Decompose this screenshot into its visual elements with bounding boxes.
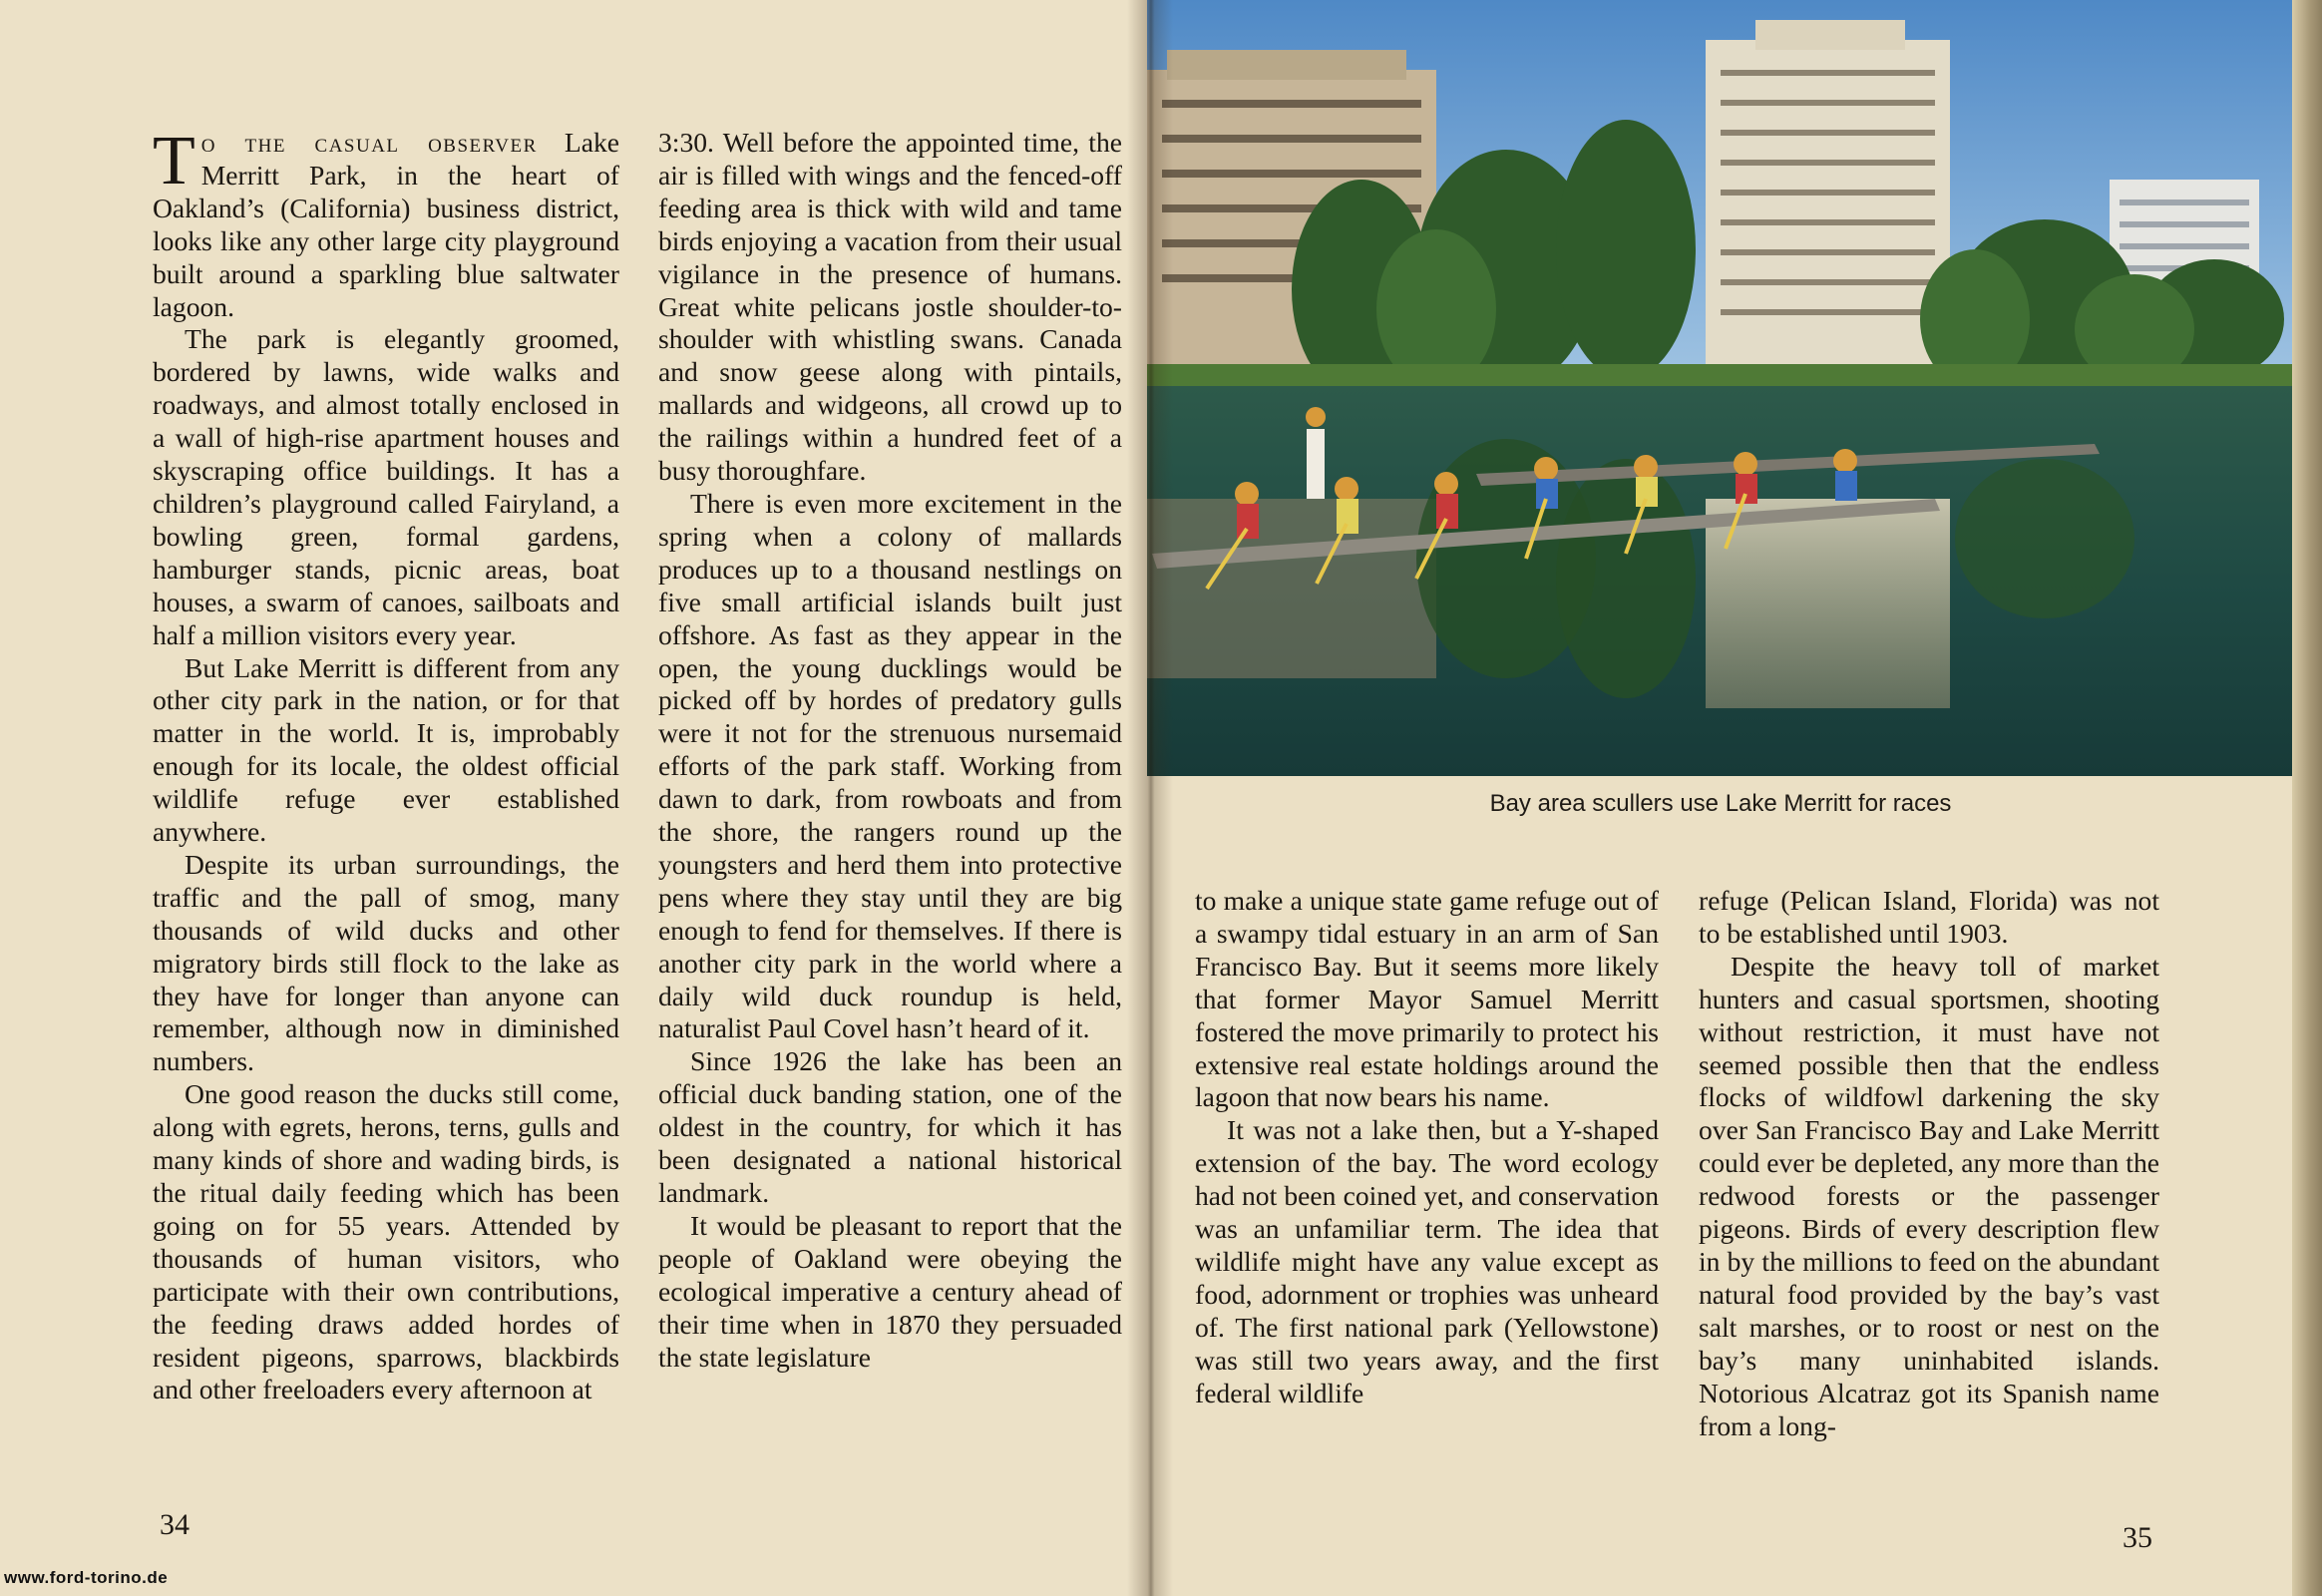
paragraph: The park is elegantly groomed, bordered by lawns, wide walks and roadways, and almost totally enclosed in a wall of high-rise apartment houses and skyscraping office buildings. It has a children’s playground called Fairyland, a bowling green, formal gardens, hamburger stands, picnic areas, boat houses, a swarm of canoes, sailboats and half a million visitors every year. (153, 323, 619, 650)
left-page (0, 0, 1147, 1596)
page-edge (2292, 0, 2322, 1596)
paragraph: Despite its urban surroundings, the traffic and the pall of smog, many thousands of wild ducks and other migratory birds still flock to the lake as they have for longer than anyone can remember, although now in diminished numbers. (153, 848, 619, 1077)
paragraph: Since 1926 the lake has been an official duck banding station, one of the oldest in the country, for which it has been designated a national historical landmark. (658, 1045, 1122, 1208)
rowing-shells-on-lake-photo (1147, 0, 2292, 776)
right-column-2 (1699, 885, 2159, 1442)
book-gutter (1127, 0, 1173, 1596)
paragraph: It was not a lake then, but a Y-shaped extension of the bay. The word ecology had not been coined yet, and conservation was an unfamiliar term. The idea that wildlife might have any value except as food, adornment or trophies was unheard of. The first national park (Yellowstone) was still two years away, and the first federal wildlife (1195, 1114, 1659, 1408)
paragraph (153, 123, 620, 323)
paragraph: to make a unique state game refuge out of a swampy tidal estuary in an arm of San Francisco Bay. But it seems more likely that former Mayor Samuel Merritt fostered the move primarily to protect his extensive real estate holdings around the lagoon that now bears his name. (1195, 885, 1659, 1113)
left-column-1 (153, 123, 620, 1406)
right-column-1 (1195, 885, 1659, 1410)
photo-caption: Bay area scullers use Lake Merritt for races (1489, 790, 1952, 817)
page-number-left: 34 (160, 1508, 190, 1541)
paragraph: 3:30. Well before the appointed time, the air is filled with wings and the fenced-off feeding area is thick with wild and tame birds enjoying a vacation from their usual vigilance in the presence of humans. Great white pelicans jostle shoulder-to-shoulder with whistling swans. Canada and snow geese along with pintails, mallards and widgeons, all crowd up to the railings within a hundred feet of a busy thoroughfare. (658, 127, 1122, 487)
paragraph-text: Lake Merritt Park, in the heart of Oakland’s (California) business district, looks like any other large city playground built around a sparkling blue saltwater lagoon. (153, 127, 620, 322)
paragraph: It would be pleasant to report that the people of Oakland were obeying the ecological imperative a century ahead of their time when in 1870 they persuaded the state legislature (658, 1209, 1122, 1373)
drop-cap: T (153, 123, 195, 200)
paragraph: But Lake Merritt is different from any other city park in the nation, or for that matter in the world. It is, improbably enough for its locale, the oldest official wildlife refuge ever established anywhere. (153, 651, 619, 848)
lead-in-text: o the casual observer (200, 127, 538, 158)
site-watermark: www.ford-torino.de (4, 1568, 169, 1587)
page-number-right: 35 (2123, 1521, 2152, 1554)
paragraph: refuge (Pelican Island, Florida) was not to be established until 1903. (1699, 885, 2159, 949)
left-column-2 (658, 127, 1122, 1374)
paragraph: One good reason the ducks still come, along with egrets, herons, terns, gulls and many kinds of shore and wading birds, is the ritual daily feeding which has been going on for 55 years. Attended by thousands of human visitors, who participate with their own contributions, the feeding draws added hordes of resident pigeons, sparrows, blackbirds and other freeloaders every afternoon at (153, 1078, 619, 1405)
paragraph: There is even more excitement in the spring when a colony of mallards produces up to a thousand nestlings on five small artificial islands built just offshore. As fast as they appear in the open, the young ducklings would be picked off by hordes of predatory gulls were it not for the strenuous nursemaid efforts of the park staff. Working from dawn to dark, from rowboats and from the shore, the rangers round up the youngsters and herd them into protective pens where they stay until they are big enough to fend for themselves. If there is another city park in the world where a daily wild duck roundup is held, naturalist Paul Covel hasn’t heard of it. (658, 487, 1122, 1044)
paragraph: Despite the heavy toll of market hunters and casual sportsmen, shooting without restriction, it must have not seemed possible then that the endless flocks of wildfowl darkening the sky over San Francisco Bay and Lake Merritt could ever be depleted, any more than the redwood forests or the passenger pigeons. Birds of every description flew in by the millions to feed on the abundant natural food provided by the bay’s vast salt marshes, or to roost or nest on the bay’s many uninhabited islands. Notorious Alcatraz got its Spanish name from a long- (1699, 950, 2159, 1441)
